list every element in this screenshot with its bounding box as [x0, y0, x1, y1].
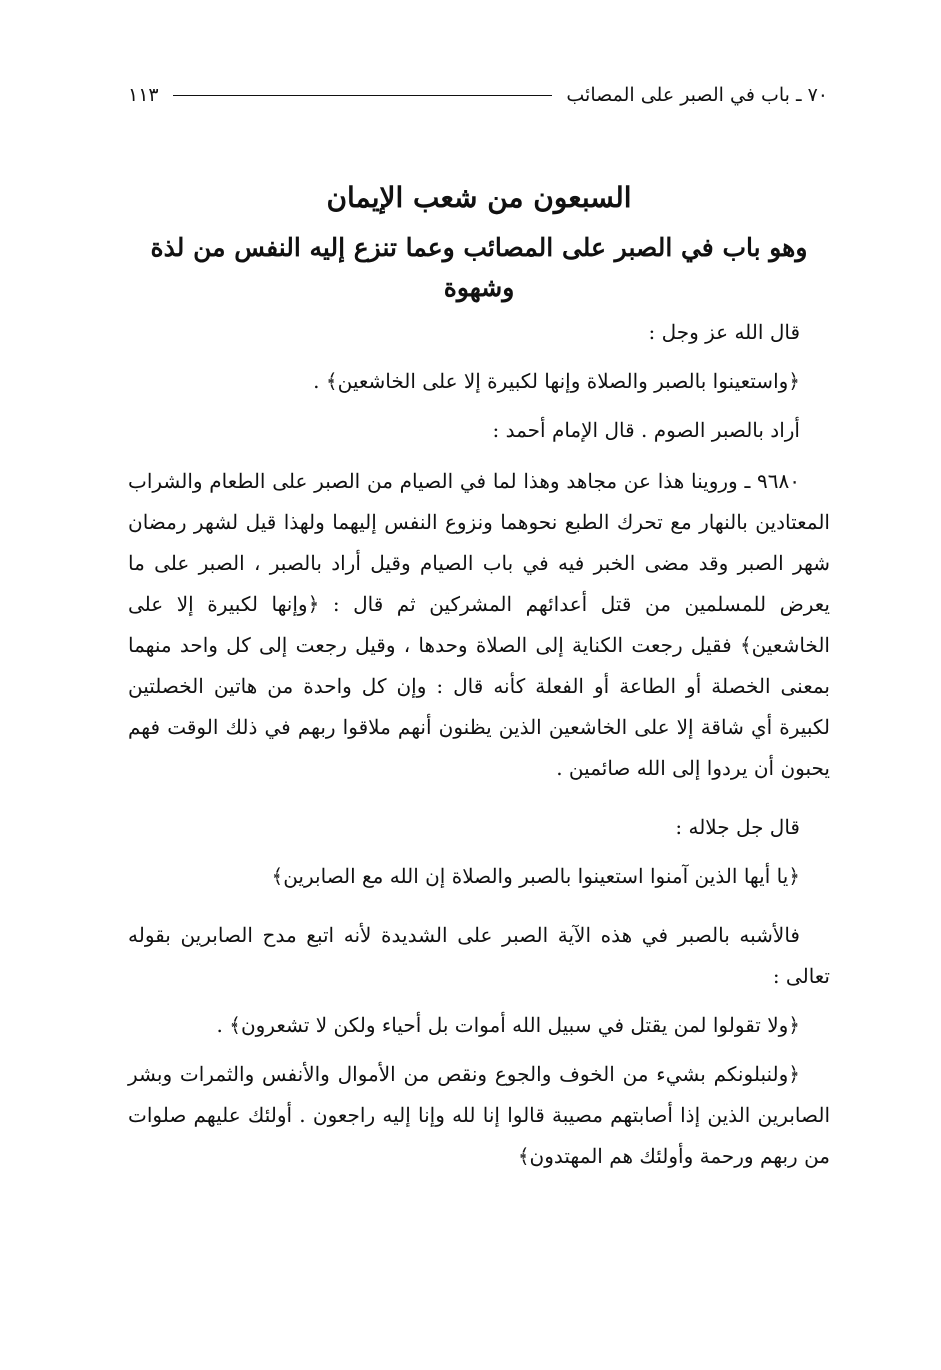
intro-line-2: قال جل جلاله : [675, 815, 800, 839]
section-subtitle: وهو باب في الصبر على المصائب وعما تنزع إليه النفس من لذة وشهوة [150, 233, 808, 302]
quran-verse-1: ﴿واستعينوا بالصبر والصلاة وإنها لكبيرة إلا على الخاشعين﴾ . [313, 369, 800, 393]
commentary: فالأشبه بالصبر في هذه الآية الصبر على الشديدة لأنه اتبع مدح الصابرين بقوله تعالى : [128, 923, 830, 988]
page-number: ١١٣ [128, 84, 159, 106]
quran-verse-2: ﴿يا أيها الذين آمنوا استعينوا بالصبر والصلاة إن الله مع الصابرين﴾ [271, 864, 800, 888]
quran-verse-4: ﴿ولنبلونكم بشيء من الخوف والجوع ونقص من الأموال والأنفس والثمرات وبشر الصابرين الذين إذا أصابتهم مصيبة قالوا إنا لله وإنا إليه راجعون . أولئك عليهم صلوات من ربهم ورحمة وأولئك هم المهتدون﴾ [128, 1062, 830, 1168]
header-rule [173, 95, 553, 96]
quran-verse-3: ﴿ولا تقولوا لمن يقتل في سبيل الله أموات بل أحياء ولكن لا تشعرون﴾ . [216, 1013, 800, 1037]
section-title: السبعون من شعب الإيمان [326, 181, 632, 214]
running-header [128, 80, 828, 110]
ahmad-line: أراد بالصبر الصوم . قال الإمام أحمد : [492, 418, 800, 442]
page-body [128, 178, 830, 1177]
intro-line: قال الله عز وجل : [648, 320, 800, 344]
chapter-title: ٧٠ ـ باب في الصبر على المصائب [566, 84, 828, 106]
hadith-9680: ٩٦٨٠ ـ وروينا هذا عن مجاهد وهذا لما في الصيام من الصبر على الطعام والشراب المعتادين بالنهار مع تحرك الطبع نحوهما ونزوع النفس إليهما ولهذا قيل لشهر رمضان شهر الصبر وقد مضى الخبر فيه في باب الصيام وقيل أراد بالصبر ، الصبر على ما يعرض للمسلمين من قتل أعدائهم المشركين ثم قال : ﴿وإنها لكبيرة إلا على الخاشعين﴾ فقيل رجعت الكناية إلى الصلاة وحدها ، وقيل رجعت إلى كل واحد منهما بمعنى الخصلة أو الطاعة أو الفعلة كأنه قال : وإن كل واحدة من هاتين الخصلتين لكبيرة أي شاقة إلا على الخاشعين الذين يظنون أنهم ملاقوا ربهم في ذلك الوقت فهم يحبون أن يردوا إلى الله صائمين . [128, 469, 830, 780]
